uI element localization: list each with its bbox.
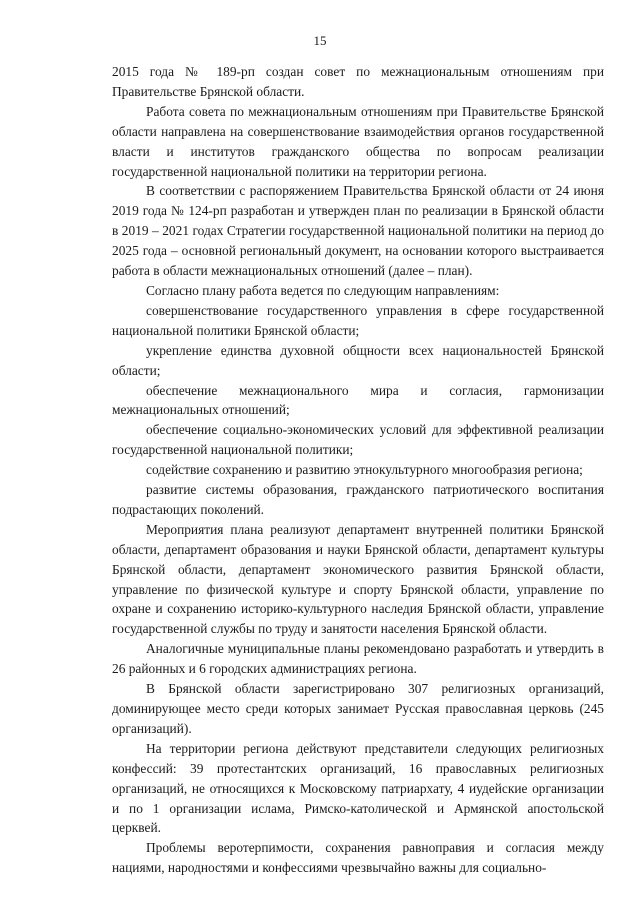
paragraph-directions-intro: Согласно плану работа ведется по следующим направлениям: [146,282,500,298]
paragraph-plan-approval: В соответствии с распоряжением Правительства Брянской области от 24 июня 2019 года № 124-рп разработан и утвержден план по реализации в Брянской области в 2019 – 2021 годах Стратегии государственной национальной политики на период до 2025 года – основной региональный документ, на основании которого выстраивается работа в области межнациональных отношений (далее – план). [112,183,604,279]
document-body [112,62,604,878]
list-item-direction: обеспечение социально-экономических условий для эффективной реализации государственной национальной политики; [112,422,604,458]
paragraph-tolerance-issues: Проблемы веротерпимости, сохранения равноправия и согласия между нациями, народностями и конфессиями чрезвычайно важны для социально- [112,840,604,876]
list-item-direction: обеспечение межнационального мира и согласия, гармонизации межнациональных отношений; [112,382,604,418]
list-item-direction: укрепление единства духовной общности всех национальностей Брянской области; [112,342,604,378]
paragraph-plan-executors: Мероприятия плана реализуют департамент внутренней политики Брянской области, департамент образования и науки Брянской области, департамент культуры Брянской области, департамент экономического развития Брянской области, управление по физической культуре и спорту Брянской области, управление по охране и сохранению историко-культурного наследия Брянской области, управление государственной службы по труду и занятости населения Брянской области. [112,521,604,637]
list-item-direction: совершенствование государственного управления в сфере государственной национальной политики Брянской области; [112,302,604,338]
list-item-direction: содействие сохранению и развитию этнокультурного многообразия региона; [146,462,583,478]
page-number: 15 [313,33,327,48]
paragraph-religious-organizations: В Брянской области зарегистрировано 307 религиозных организаций, доминирующее место среди которых занимает Русская православная церковь (245 организаций). [112,681,604,736]
paragraph-council-work: Работа совета по межнациональным отношениям при Правительстве Брянской области направлена на совершенствование взаимодействия органов государственной власти и институтов гражданского общества по вопросам реализации государственной национальной политики на территории региона. [112,103,604,179]
paragraph-continuation: 2015 года № 189-рп создан совет по межнациональным отношениям при Правительстве Брянской области. [112,64,604,99]
paragraph-municipal-plans: Аналогичные муниципальные планы рекомендовано разработать и утвердить в 26 районных и 6 городских администрациях региона. [112,641,604,677]
list-item-direction: развитие системы образования, гражданского патриотического воспитания подрастающих поколений. [112,482,604,517]
paragraph-confessions: На территории региона действуют представители следующих религиозных конфессий: 39 протестантских организаций, 16 православных религиозных организаций, не относящихся к Московскому патриархату, 4 иудейские организации и по 1 организации ислама, Римско-католической и Армянской апостольской церквей. [112,740,604,836]
